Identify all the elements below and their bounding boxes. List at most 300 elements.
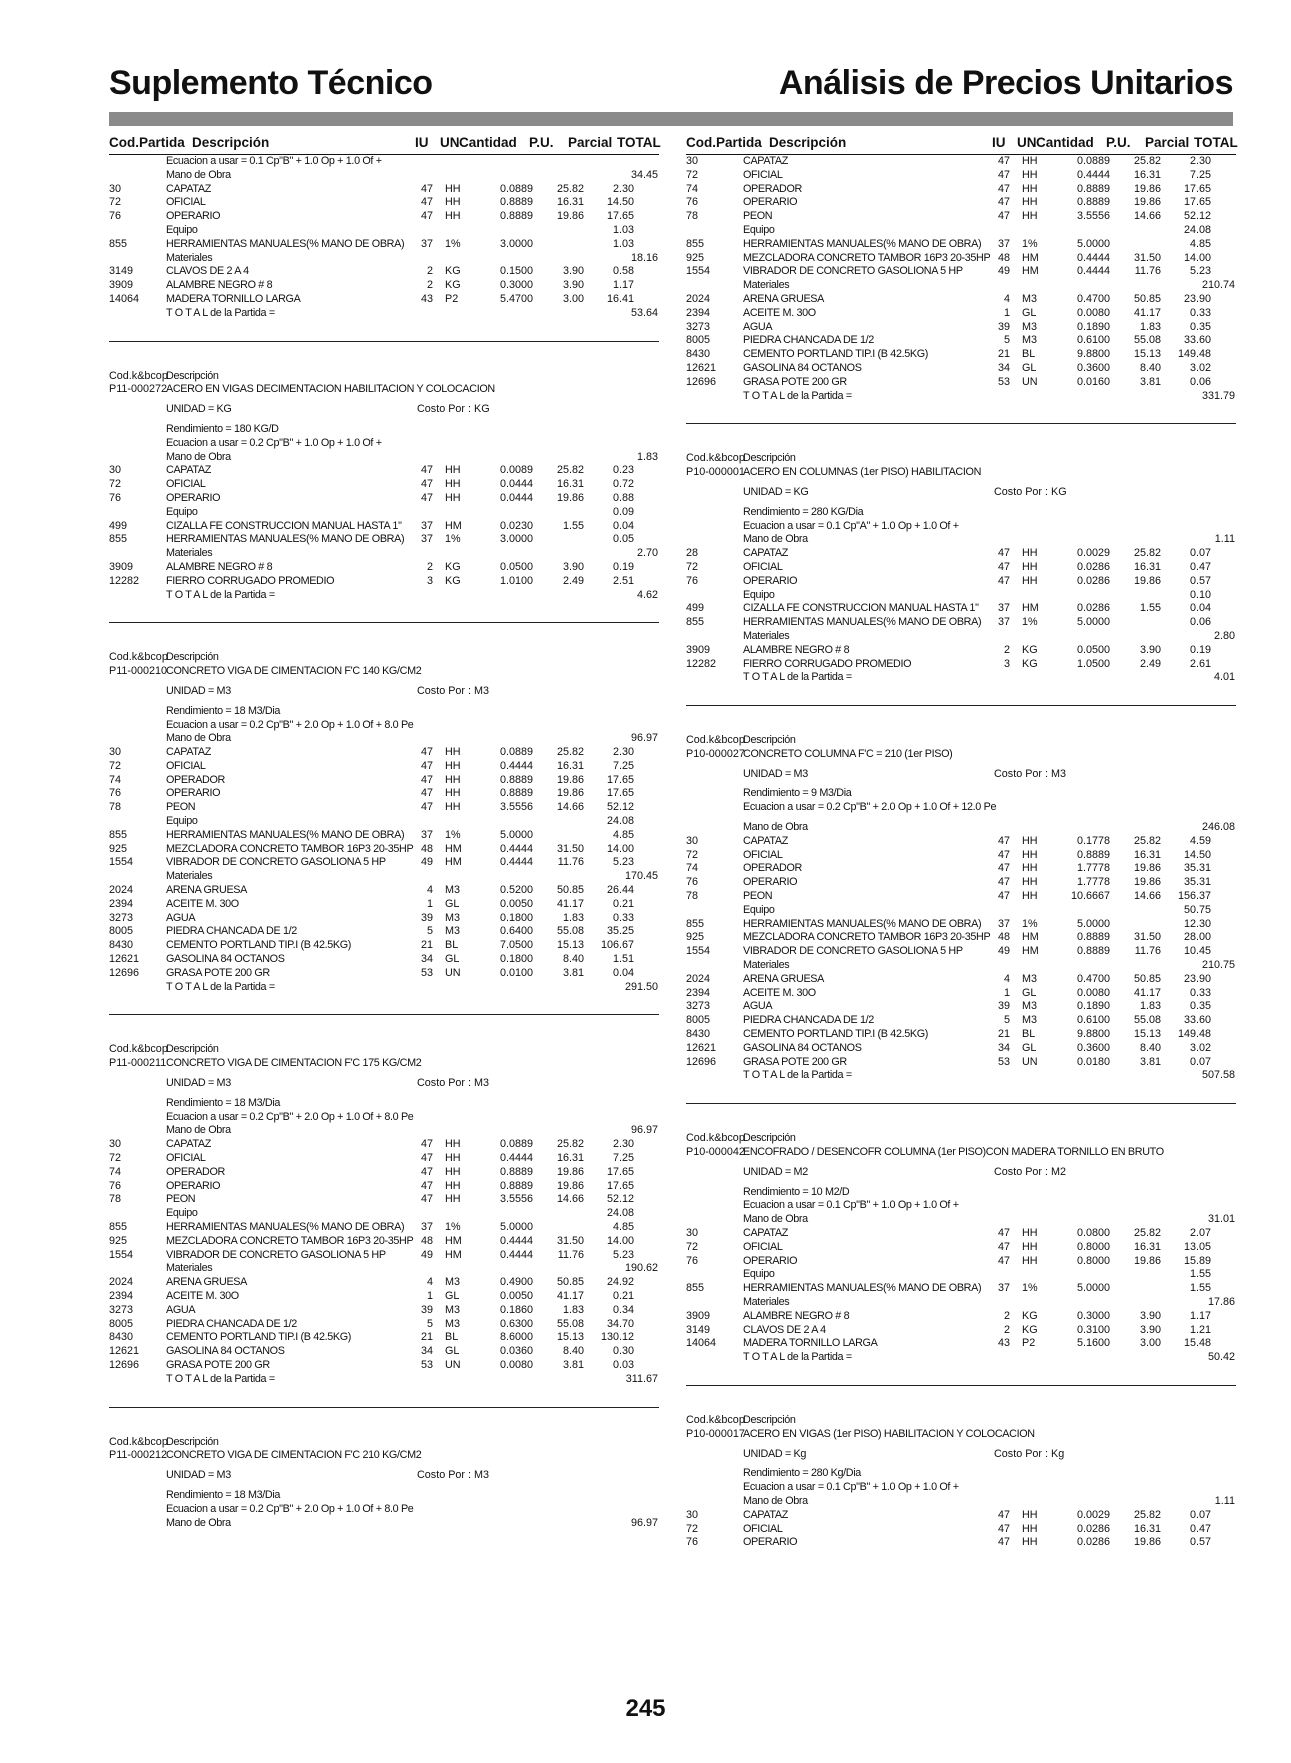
item-code: Cod.k&bcop: [109, 1435, 168, 1448]
item-unit-price: 41.17: [1133, 986, 1161, 999]
table-row: [686, 238, 1236, 252]
item-partial: 7.25: [612, 1152, 634, 1165]
item-description: OPERADOR: [166, 1165, 225, 1178]
item-description: Rendimiento = 18 M3/Dia: [166, 704, 281, 717]
item-quantity: 0.8889: [499, 1179, 533, 1192]
item-unit-price: 1.83: [562, 1303, 584, 1316]
item-unit-price: 25.82: [556, 1138, 584, 1151]
item-total: 210.75: [1201, 959, 1235, 972]
item-unit: GL: [445, 1345, 460, 1358]
item-unit: BL: [445, 939, 459, 952]
item-partial: 156.37: [1177, 890, 1211, 903]
item-description: T O T A L de la Partida =: [166, 306, 275, 319]
item-description: Materiales: [743, 1295, 790, 1308]
item-quantity: 0.0050: [499, 1289, 533, 1302]
right-column: [686, 132, 1236, 1550]
table-row: [109, 1249, 659, 1263]
item-code: P10-000027: [686, 747, 745, 760]
item-code: 3909: [109, 279, 134, 292]
item-quantity: 0.3000: [499, 279, 533, 292]
item-partial: 7.25: [1189, 168, 1211, 181]
table-row: [686, 1351, 1236, 1365]
item-description: T O T A L de la Partida =: [743, 1069, 852, 1082]
item-unit: HH: [445, 773, 461, 786]
item-iu: 47: [420, 491, 433, 504]
item-unit-price: 55.08: [1133, 334, 1161, 347]
item-partial: 2.30: [1189, 155, 1211, 167]
table-row: [686, 169, 1236, 183]
item-total: 1.11: [1214, 1494, 1235, 1507]
item-description: Mano de Obra: [743, 533, 808, 546]
item-unit-price: 3.90: [1139, 1323, 1161, 1336]
table-row: [686, 1536, 1236, 1550]
item-description: VIBRADOR DE CONCRETO GASOLIONA 5 HP: [743, 945, 963, 958]
item-unit: M3: [445, 1317, 460, 1330]
item-iu: 47: [997, 848, 1010, 861]
table-row: [686, 589, 1236, 603]
item-unit-price: 19.86: [1133, 1536, 1161, 1549]
item-description: OFICIAL: [166, 759, 206, 772]
item-partial: 0.35: [1189, 320, 1211, 333]
item-unit: HH: [445, 1193, 461, 1206]
item-description: ACEITE M. 30O: [743, 986, 816, 999]
item-code: 3909: [109, 560, 134, 573]
table-row: [686, 575, 1236, 589]
item-partial: 0.19: [1189, 643, 1211, 656]
item-total: 2.80: [1213, 629, 1235, 642]
item-unit: HH: [445, 759, 461, 772]
header-cantidad: Cantidad: [459, 135, 517, 150]
item-code: 76: [686, 574, 699, 587]
item-quantity: 0.5200: [499, 884, 533, 897]
header-divider-bar: [109, 112, 1233, 126]
item-description: OFICIAL: [743, 1240, 783, 1253]
item-description: AGUA: [166, 1303, 196, 1316]
table-row: [109, 829, 659, 843]
item-unit-price: 55.08: [1133, 1014, 1161, 1027]
item-unit: M3: [445, 911, 460, 924]
item-description: PEON: [166, 801, 196, 814]
item-quantity: 0.4444: [499, 856, 533, 869]
item-total: 331.79: [1201, 389, 1235, 402]
spacer: [686, 424, 1236, 452]
item-description: CONCRETO VIGA DE CIMENTACION F'C 210 KG/CM2: [166, 1449, 422, 1462]
item-quantity: 0.8889: [499, 1165, 533, 1178]
table-row: [686, 155, 1236, 169]
table-row: [109, 506, 659, 520]
item-description: Ecuacion a usar = 0.1 Cp"B" + 1.0 Op + 1.0 Of +: [166, 155, 382, 167]
item-description: CLAVOS DE 2 A 4: [743, 1323, 826, 1336]
item-quantity: 0.4444: [1076, 168, 1110, 181]
item-code: 855: [109, 237, 128, 250]
item-description: GASOLINA 84 OCTANOS: [743, 361, 862, 374]
item-unit: M3: [445, 1303, 460, 1316]
item-code: 76: [109, 491, 122, 504]
item-description: UNIDAD = M3: [743, 767, 808, 780]
item-total: 190.62: [624, 1262, 658, 1275]
item-partial: 5.23: [612, 856, 634, 869]
item-unit-price: 3.90: [562, 560, 584, 573]
item-quantity: 0.0889: [499, 746, 533, 759]
table-row: [109, 1436, 659, 1450]
table-row: [109, 307, 659, 321]
item-unit-price: 8.40: [562, 953, 584, 966]
item-quantity: 0.0444: [499, 491, 533, 504]
item-description: PEON: [743, 890, 773, 903]
item-code: 72: [686, 1522, 699, 1535]
item-code: 925: [109, 842, 128, 855]
table-row: [686, 904, 1236, 918]
table-row: [109, 575, 659, 589]
header-cod-partida: Cod.Partida: [109, 135, 185, 150]
item-description: Rendimiento = 280 Kg/Dia: [743, 1467, 861, 1480]
item-unit: M3: [1022, 1014, 1037, 1027]
item-code: 12696: [686, 375, 717, 388]
item-iu: 21: [997, 1028, 1010, 1041]
table-row: [686, 616, 1236, 630]
item-partial: 1.03: [612, 223, 634, 236]
table-row: [686, 1337, 1236, 1351]
item-unit: HH: [445, 196, 461, 209]
item-quantity: 0.6400: [499, 925, 533, 938]
item-quantity: 5.0000: [1076, 1282, 1110, 1295]
item-code: 12282: [686, 657, 717, 670]
item-partial: 4.85: [612, 1221, 634, 1233]
item-unit-price: 55.08: [556, 925, 584, 938]
item-partial: 1.17: [1189, 1309, 1211, 1322]
item-code: 8430: [109, 1331, 134, 1344]
item-description: CEMENTO PORTLAND TIP.I (B 42.5KG): [743, 1028, 929, 1041]
item-unit-price: 16.31: [556, 478, 584, 491]
item-iu: 39: [420, 911, 433, 924]
item-description: CEMENTO PORTLAND TIP.I (B 42.5KG): [743, 348, 929, 361]
item-description: Equipo: [166, 1207, 198, 1220]
item-description: OFICIAL: [743, 1522, 783, 1535]
item-description: UNIDAD = KG: [166, 403, 232, 416]
item-code: Cod.k&bcop: [109, 1043, 168, 1056]
item-partial: 7.25: [612, 759, 634, 772]
item-unit: HH: [1022, 168, 1038, 181]
item-unit-price: 3.81: [562, 966, 584, 979]
item-quantity: 0.0100: [499, 966, 533, 979]
item-unit: HH: [445, 1179, 461, 1192]
item-unit-price: 50.85: [1133, 292, 1161, 305]
item-description: ACEITE M. 30O: [743, 306, 816, 319]
item-description: AGUA: [166, 911, 196, 924]
item-code: 925: [686, 251, 705, 264]
item-unit: HH: [1022, 1240, 1038, 1253]
item-total: 4.01: [1213, 671, 1235, 684]
item-partial: 14.00: [606, 842, 634, 855]
item-quantity: 0.8889: [499, 787, 533, 800]
item-unit: HH: [1022, 1522, 1038, 1535]
table-row: [109, 1180, 659, 1194]
item-code: 3273: [686, 320, 711, 333]
item-description: HERRAMIENTAS MANUALES(% MANO DE OBRA): [166, 533, 405, 546]
item-description: Ecuacion a usar = 0.2 Cp"B" + 1.0 Op + 1.0 Of +: [166, 436, 382, 449]
item-iu: 2: [426, 560, 433, 573]
item-unit: GL: [445, 1289, 460, 1302]
table-row: [686, 1268, 1236, 1282]
item-quantity: 0.4444: [1076, 251, 1110, 264]
spacer: [109, 1387, 659, 1407]
item-description: ENCOFRADO / DESENCOFR COLUMNA (1er PISO)CON MADERA TORNILLO EN BRUTO: [743, 1146, 1164, 1159]
item-quantity: 0.8889: [1076, 931, 1110, 944]
item-iu: 47: [420, 1152, 433, 1165]
item-code: P10-000001: [686, 466, 745, 479]
item-quantity: 0.6300: [499, 1317, 533, 1330]
item-partial: 2.30: [612, 182, 634, 195]
table-row: [109, 492, 659, 506]
item-unit: M3: [445, 1276, 460, 1289]
item-description: GASOLINA 84 OCTANOS: [166, 1345, 285, 1358]
item-unit: UN: [1022, 375, 1038, 388]
table-row: [109, 561, 659, 575]
item-unit-price: 25.82: [1133, 547, 1161, 560]
item-total: 50.42: [1207, 1351, 1235, 1364]
item-iu: Costo Por : M2: [994, 1165, 1067, 1178]
table-row: [686, 1069, 1236, 1083]
item-iu: 37: [997, 616, 1010, 629]
table-row: [109, 1111, 659, 1125]
item-code: 2024: [686, 972, 711, 985]
table-row: [109, 183, 659, 197]
item-unit-price: 3.81: [562, 1358, 584, 1371]
table-row: [686, 734, 1236, 748]
item-description: CAPATAZ: [166, 1138, 211, 1151]
item-iu: Costo Por : M3: [417, 684, 490, 697]
item-total: 96.97: [630, 1124, 658, 1137]
item-description: Materiales: [166, 870, 213, 883]
item-description: Mano de Obra: [166, 732, 231, 745]
item-description: HERRAMIENTAS MANUALES(% MANO DE OBRA): [743, 917, 982, 930]
item-unit: GL: [445, 953, 460, 966]
item-code: 78: [686, 210, 699, 223]
item-code: 12621: [109, 1345, 140, 1358]
item-unit-price: 19.86: [1133, 1254, 1161, 1267]
item-iu: 47: [997, 210, 1010, 223]
item-description: T O T A L de la Partida =: [166, 1372, 275, 1385]
item-description: CAPATAZ: [743, 834, 788, 847]
item-code: 1554: [109, 1248, 134, 1261]
item-code: 8005: [109, 925, 134, 938]
item-iu: 1: [426, 1289, 433, 1302]
item-description: Rendimiento = 9 M3/Dia: [743, 787, 852, 800]
item-unit-price: 11.76: [1134, 945, 1161, 958]
item-iu: Costo Por : M3: [994, 767, 1067, 780]
table-row: [109, 1077, 659, 1091]
item-description: UNIDAD = M3: [166, 1469, 231, 1482]
item-quantity: 5.0000: [1076, 237, 1110, 250]
item-code: 76: [109, 787, 122, 800]
item-description: VIBRADOR DE CONCRETO GASOLIONA 5 HP: [743, 265, 963, 278]
item-partial: 0.47: [1189, 560, 1211, 573]
item-code: 3909: [686, 1309, 711, 1322]
item-quantity: 1.7778: [1076, 876, 1110, 889]
item-unit: 1%: [1022, 616, 1038, 629]
item-unit-price: 16.31: [1133, 168, 1161, 181]
item-partial: 0.06: [1189, 375, 1211, 388]
item-code: 855: [109, 1221, 128, 1233]
item-description: Mano de Obra: [743, 821, 808, 834]
item-partial: 0.04: [612, 519, 634, 532]
table-row: [109, 746, 659, 760]
item-partial: 0.10: [1189, 588, 1211, 601]
table-row: [109, 547, 659, 561]
table-row: [686, 265, 1236, 279]
item-unit-price: 2.49: [1139, 657, 1161, 670]
table-row: [109, 196, 659, 210]
item-code: 2024: [686, 292, 711, 305]
item-code: 2024: [109, 884, 134, 897]
table-row: [686, 466, 1236, 480]
item-total: 53.64: [630, 306, 658, 319]
table-row: [109, 651, 659, 665]
table-row: [686, 849, 1236, 863]
item-iu: 39: [997, 1000, 1010, 1013]
item-unit: HM: [1022, 945, 1039, 958]
header-parcial: Parcial: [1145, 135, 1190, 150]
item-unit: HH: [1022, 1536, 1038, 1549]
item-iu: 47: [420, 196, 433, 209]
table-row: [109, 1489, 659, 1503]
table-row: [686, 931, 1236, 945]
item-description: Ecuacion a usar = 0.2 Cp"B" + 2.0 Op + 1.0 Of + 8.0 Pe: [166, 1110, 414, 1123]
item-iu: 21: [997, 348, 1010, 361]
table-row: [109, 423, 659, 437]
item-unit: HM: [445, 519, 462, 532]
spacer: [109, 994, 659, 1014]
item-iu: 37: [997, 917, 1010, 930]
item-code: P11-000211: [109, 1057, 167, 1070]
table-row: [686, 1146, 1236, 1160]
item-description: FIERRO CORRUGADO PROMEDIO: [166, 574, 335, 587]
item-description: HERRAMIENTAS MANUALES(% MANO DE OBRA): [166, 1221, 405, 1233]
item-code: 3273: [109, 1303, 134, 1316]
item-iu: Costo Por : M3: [417, 1077, 490, 1090]
item-description: ARENA GRUESA: [166, 1276, 247, 1289]
item-code: 12696: [109, 966, 140, 979]
item-partial: 12.30: [1183, 917, 1211, 930]
item-description: ACERO EN COLUMNAS (1er PISO) HABILITACION: [743, 466, 982, 479]
item-partial: 17.65: [606, 787, 634, 800]
table-row: [686, 506, 1236, 520]
item-partial: 0.57: [1189, 574, 1211, 587]
item-partial: 13.05: [1183, 1240, 1211, 1253]
item-partial: 0.58: [612, 265, 634, 278]
item-total: 1.83: [636, 450, 658, 463]
item-unit: UN: [1022, 1055, 1038, 1068]
item-iu: 2: [426, 265, 433, 278]
table-row: [686, 321, 1236, 335]
spacer: [686, 1365, 1236, 1385]
item-iu: 21: [420, 939, 433, 952]
table-row: [686, 658, 1236, 672]
item-iu: 47: [420, 801, 433, 814]
item-partial: 35.31: [1183, 862, 1211, 875]
table-row: [686, 1523, 1236, 1537]
item-iu: 48: [420, 1234, 433, 1247]
item-unit: 1%: [445, 828, 461, 841]
item-description: CIZALLA FE CONSTRUCCION MANUAL HASTA 1": [166, 519, 402, 532]
item-partial: 1.17: [612, 279, 634, 292]
item-description: Rendimiento = 18 M3/Dia: [166, 1488, 281, 1501]
item-quantity: 0.3600: [1076, 1041, 1110, 1054]
item-total: 291.50: [624, 980, 658, 993]
item-description: Equipo: [743, 588, 775, 601]
header-descripcion: Descripción: [769, 135, 847, 150]
table-row: [686, 973, 1236, 987]
item-quantity: 0.1800: [499, 911, 533, 924]
item-partial: 130.12: [600, 1331, 634, 1344]
table-row: [109, 589, 659, 603]
item-quantity: 0.0080: [1076, 986, 1110, 999]
item-unit-price: 41.17: [556, 897, 584, 910]
item-unit: HH: [1022, 196, 1038, 209]
item-description: Equipo: [743, 903, 775, 916]
item-iu: 47: [997, 155, 1010, 167]
header-pu: P.U.: [529, 135, 554, 150]
item-description: VIBRADOR DE CONCRETO GASOLIONA 5 HP: [166, 1248, 386, 1261]
table-row: [686, 1467, 1236, 1481]
table-row: [109, 155, 659, 169]
item-code: 1554: [109, 856, 134, 869]
table-row: [686, 1132, 1236, 1146]
left-column: [109, 132, 659, 1530]
item-unit-price: 16.31: [1133, 848, 1161, 861]
item-unit: HH: [445, 478, 461, 491]
item-description: OPERARIO: [743, 196, 798, 209]
item-description: ARENA GRUESA: [166, 884, 247, 897]
item-description: VIBRADOR DE CONCRETO GASOLIONA 5 HP: [166, 856, 386, 869]
item-iu: 47: [997, 1522, 1010, 1535]
item-description: CONCRETO VIGA DE CIMENTACION F'C 140 KG/CM2: [166, 665, 422, 678]
table-row: [109, 533, 659, 547]
item-unit-price: 16.31: [1133, 1522, 1161, 1535]
item-iu: 47: [997, 182, 1010, 195]
item-quantity: 1.7778: [1076, 862, 1110, 875]
item-unit-price: 31.50: [556, 842, 584, 855]
item-unit-price: 50.85: [1133, 972, 1161, 985]
item-description: CAPATAZ: [166, 746, 211, 759]
item-code: 8005: [686, 1014, 711, 1027]
item-unit: UN: [445, 1358, 461, 1371]
table-row: [109, 520, 659, 534]
table-row: [686, 196, 1236, 210]
item-partial: 4.85: [1189, 237, 1211, 250]
item-unit-price: 3.00: [562, 292, 584, 305]
item-unit: HH: [1022, 890, 1038, 903]
item-code: 30: [686, 1227, 699, 1239]
table-row: [109, 705, 659, 719]
item-quantity: 9.8800: [1076, 348, 1110, 361]
item-unit: HH: [1022, 876, 1038, 889]
item-partial: 15.89: [1183, 1254, 1211, 1267]
item-iu: 53: [420, 1358, 433, 1371]
item-unit: HH: [445, 1152, 461, 1165]
table-row: [686, 1199, 1236, 1213]
item-code: 30: [686, 155, 699, 167]
spacer: [686, 1386, 1236, 1414]
item-code: 74: [109, 773, 122, 786]
table-row: [686, 1000, 1236, 1014]
table-row: [686, 183, 1236, 197]
table-row: [109, 1373, 659, 1387]
item-description: Ecuacion a usar = 0.2 Cp"B" + 2.0 Op + 1.0 Of + 12.0 Pe: [743, 801, 997, 814]
item-description: FIERRO CORRUGADO PROMEDIO: [743, 657, 912, 670]
item-unit: GL: [1022, 986, 1037, 999]
table-row: [109, 685, 659, 699]
